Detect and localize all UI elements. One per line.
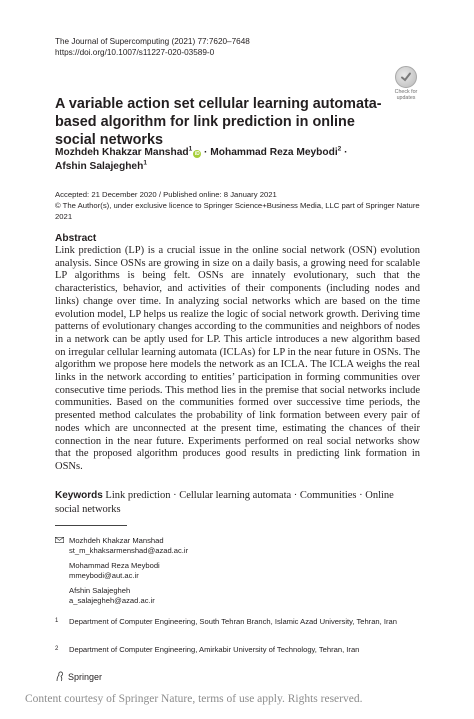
correspondent-name: Mohammad Reza Meybodi: [69, 561, 160, 570]
author-affil-sup: 2: [337, 145, 342, 153]
badge-line1: Check for: [394, 89, 418, 95]
author-affil-sup: 1: [188, 145, 193, 153]
footnote-divider: [55, 525, 127, 526]
doi-link[interactable]: https://doi.org/10.1007/s11227-020-03589-0: [55, 48, 215, 57]
correspondence-entry: [69, 586, 155, 606]
courtesy-watermark: Content courtesy of Springer Nature, terms of use apply. Rights reserved.: [25, 693, 363, 705]
journal-header: [55, 36, 250, 58]
journal-citation: The Journal of Supercomputing (2021) 77:7620–7648: [55, 37, 250, 46]
author-separator: ·: [201, 147, 211, 158]
author-affil-sup: 1: [143, 159, 147, 167]
author-name[interactable]: Mohammad Reza Meybodi: [210, 147, 338, 158]
orcid-icon[interactable]: iD: [194, 151, 200, 157]
affiliation-number: 2: [55, 646, 59, 652]
correspondence-entry: [69, 561, 160, 581]
publisher-name: Springer: [68, 671, 103, 682]
keywords-section: [55, 489, 420, 516]
affiliation-number: 1: [55, 618, 59, 624]
correspondent-email[interactable]: mmeybodi@aut.ac.ir: [69, 571, 139, 580]
publication-dates: [55, 189, 435, 222]
author-name[interactable]: Afshin Salajegheh: [55, 161, 144, 172]
affiliation-text: Department of Computer Engineering, South Tehran Branch, Islamic Azad University, Tehran, Iran: [69, 617, 397, 626]
affiliation-text: Department of Computer Engineering, Amirkabir University of Technology, Tehran, Iran: [69, 645, 360, 654]
author-list: [55, 146, 435, 174]
envelope-icon: [55, 537, 64, 543]
check-for-updates-badge[interactable]: [393, 66, 419, 102]
keywords-list: Link prediction · Cellular learning automata · Communities · Online social networks: [55, 490, 394, 515]
badge-line2: updates: [396, 95, 416, 101]
correspondent-name: Mozhdeh Khakzar Manshad: [69, 536, 164, 545]
publisher-logo: [55, 671, 102, 682]
author-name[interactable]: Mozhdeh Khakzar Manshad: [55, 147, 189, 158]
abstract-heading: Abstract: [55, 233, 97, 244]
springer-horse-icon: [55, 671, 65, 682]
accepted-published-dates: Accepted: 21 December 2020 / Published online: 8 January 2021: [55, 190, 277, 199]
keywords-label: Keywords: [55, 490, 103, 501]
correspondent-email[interactable]: st_m_khaksarmenshad@azad.ac.ir: [69, 546, 189, 555]
correspondence-entry: [69, 536, 188, 556]
author-separator: ·: [341, 147, 348, 158]
correspondent-name: Afshin Salajegheh: [69, 586, 131, 595]
correspondent-email[interactable]: a_salajegheh@azad.ac.ir: [69, 596, 155, 605]
copyright-notice: © The Author(s), under exclusive licence to Springer Science+Business Media, LLC part of Springer Nature 2021: [55, 201, 420, 221]
paper-title: A variable action set cellular learning automata-based algorithm for link prediction in online social networks: [55, 96, 382, 148]
abstract-body: Link prediction (LP) is a crucial issue in the online social network (OSN) evolution analysis. Since OSNs are growing in size on a daily basis, a growing need for scalable LP algorithms is being felt. OSNs are innately evolutionary, such that the characteristics, behavior, and activities of their components (including nodes and links) change over time. In analyzing social networks which are based on the time evolution model, LP helps us realize the logic of social network growth. Deriving time patterns of evolutionary changes according to the communities and neighbors of nodes in a network can be aptly used for LP. This article introduces a new algorithm based on irregular cellular learning automata (ICLAs) for LP in the near future in OSNs. The algorithm we propose here models the network as an ICLA. The ICLA weighs the real links in the network according to entities’ participation in forming communities over consecutive time periods. This method lies in the premise that social networks include communities. Based on the communities formed over successive time periods, the presented method calculates the probability of link formation between every pair of nodes which are unconnected at the present time, estimating the chances of their connection in the near future. Experiments performed on real social networks show that the proposed algorithm produces good results in predicting link formation in OSNs.: [55, 245, 420, 472]
check-for-updates-icon: [395, 66, 417, 88]
